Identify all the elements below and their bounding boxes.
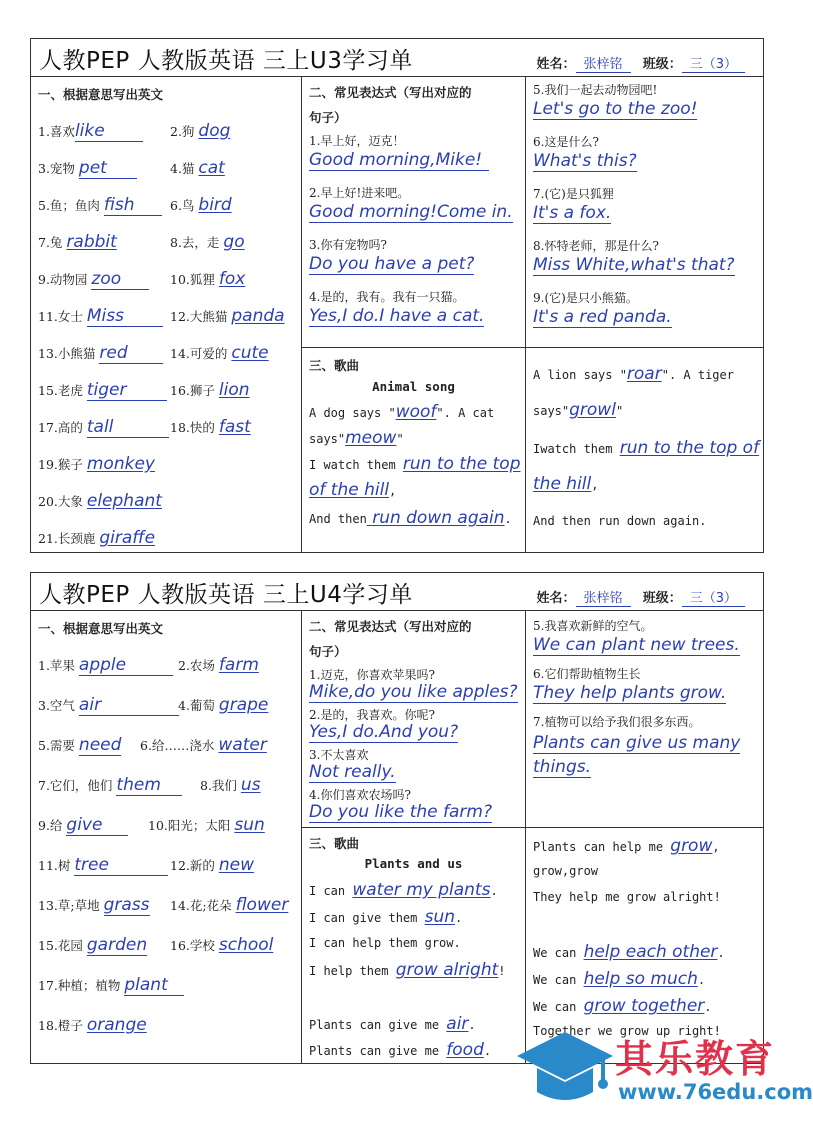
vocab-item: 11.树 tree bbox=[38, 855, 170, 876]
section-heading: 三、歌曲 bbox=[309, 358, 360, 373]
expression-prompt: 5.我喜欢新鲜的空气。 bbox=[533, 619, 653, 633]
expression-prompt: 4.是的，我有。我有一只猫。 bbox=[309, 290, 465, 304]
song-line: Plants can help me grow, bbox=[533, 836, 720, 856]
expression-answer: It's a fox. bbox=[533, 203, 612, 223]
vocab-item: 9.动物园 zoo bbox=[38, 269, 170, 290]
song-line: grow,grow bbox=[533, 864, 599, 878]
song-line: We can grow together. bbox=[533, 996, 712, 1016]
vocab-item: 9.给 give bbox=[38, 815, 148, 836]
song-line: the hill, bbox=[533, 474, 599, 494]
song-section-cont bbox=[526, 347, 763, 552]
song-line: says"meow" bbox=[309, 428, 404, 448]
vocab-item: 10.狐狸 fox bbox=[170, 269, 246, 289]
expression-answer: What's this? bbox=[533, 151, 637, 171]
vocab-row bbox=[38, 935, 297, 956]
vocab-row bbox=[38, 195, 297, 216]
vocab-item: 18.快的 fast bbox=[170, 417, 251, 437]
song-line: We can help each other. bbox=[533, 942, 725, 962]
expression-answer: It's a red panda. bbox=[533, 307, 672, 327]
expression-answer: Good morning!Come in. bbox=[309, 202, 513, 222]
expression-answer: Good morning,Mike! bbox=[309, 150, 521, 171]
vocab-item: 6.给……浇水 water bbox=[140, 735, 267, 755]
logo-text: 其乐教育 bbox=[615, 1037, 776, 1081]
song-line: I help them grow alright! bbox=[309, 960, 506, 980]
song-section bbox=[302, 827, 525, 1063]
song-line: I can water my plants. bbox=[309, 880, 498, 900]
vocab-item: 18.橙子 orange bbox=[38, 1015, 147, 1035]
expression-answer: Mike,do you like apples? bbox=[309, 682, 518, 702]
vocab-row bbox=[38, 158, 297, 179]
vocab-row bbox=[38, 417, 297, 438]
vocab-item: 19.猴子 monkey bbox=[38, 454, 155, 474]
graduation-cap-icon bbox=[515, 1018, 615, 1108]
song-line: Together we grow up right! bbox=[533, 1024, 721, 1038]
vocab-item: 21.长颈鹿 giraffe bbox=[38, 528, 156, 548]
vocab-row bbox=[38, 775, 297, 796]
worksheet-title: 人教PEP 人教版英语 三上U4学习单 bbox=[39, 582, 413, 608]
vocab-item: 16.学校 school bbox=[170, 935, 274, 955]
vocab-item: 10.阳光；太阳 sun bbox=[148, 815, 265, 835]
section-heading: 二、常见表达式（写出对应的 bbox=[309, 85, 472, 100]
section-heading-cont: 句子） bbox=[309, 644, 347, 659]
vocab-item: 12.新的 new bbox=[170, 855, 255, 875]
expressions-section bbox=[302, 77, 526, 552]
expression-answer-cont: things. bbox=[533, 757, 591, 777]
expression-answer: Let's go to the zoo! bbox=[533, 99, 698, 119]
vocab-item: 8.我们 us bbox=[200, 775, 261, 795]
song-line: of the hill, bbox=[309, 480, 397, 500]
song-title: Animal song bbox=[372, 379, 455, 394]
expressions-section-cont bbox=[526, 611, 763, 1063]
class-value: 三（3） bbox=[682, 587, 745, 607]
expression-prompt: 8.怀特老师，那是什么? bbox=[533, 239, 659, 253]
expression-answer: They help plants grow. bbox=[533, 683, 727, 703]
expression-prompt: 1.迈克，你喜欢苹果吗? bbox=[309, 668, 435, 682]
expression-prompt: 6.它们帮助植物生长 bbox=[533, 667, 641, 681]
expression-prompt: 1.早上好，迈克！ bbox=[309, 134, 405, 148]
vocab-item: 1.喜欢like bbox=[38, 121, 170, 142]
vocab-item: 12.大熊猫 panda bbox=[170, 306, 285, 326]
vocab-item: 4.猫 cat bbox=[170, 158, 225, 178]
vocab-row bbox=[38, 269, 297, 290]
worksheet-header bbox=[31, 39, 763, 77]
vocab-row bbox=[38, 491, 297, 511]
expression-answer: Yes,I do.And you? bbox=[309, 722, 459, 742]
vocab-item: 1.苹果 apple bbox=[38, 655, 178, 676]
vocab-item: 5.需要 need bbox=[38, 735, 122, 755]
vocab-item: 16.狮子 lion bbox=[170, 380, 250, 400]
vocab-row bbox=[38, 121, 297, 142]
name-value: 张梓铭 bbox=[576, 587, 631, 607]
name-label: 姓名： bbox=[536, 591, 576, 606]
vocab-row bbox=[38, 895, 297, 916]
vocab-section bbox=[31, 611, 302, 1063]
vocab-item: 6.鸟 bird bbox=[170, 195, 232, 215]
logo-url: www.76edu.com bbox=[618, 1080, 813, 1104]
vocab-row bbox=[38, 232, 297, 252]
class-label: 班级： bbox=[642, 57, 682, 72]
section-heading-cont: 句子） bbox=[309, 110, 347, 125]
vocab-row bbox=[38, 975, 297, 996]
expression-prompt: 2.是的，我喜欢。你呢? bbox=[309, 708, 435, 722]
vocab-item: 15.老虎 tiger bbox=[38, 380, 170, 401]
section-heading: 三、歌曲 bbox=[309, 836, 360, 851]
expression-answer: Miss White,what's that? bbox=[533, 255, 735, 275]
vocab-item: 7.兔 rabbit bbox=[38, 232, 117, 252]
song-line: And then run down again. bbox=[533, 514, 707, 528]
brand-logo bbox=[515, 1018, 813, 1122]
expression-answer: Not really. bbox=[309, 762, 396, 782]
expression-prompt: 3.不太喜欢 bbox=[309, 748, 369, 762]
vocab-row bbox=[38, 306, 297, 327]
expression-prompt: 5.我们一起去动物园吧! bbox=[533, 83, 658, 97]
expression-prompt: 6.这是什么? bbox=[533, 135, 599, 149]
vocab-item: 14.可爱的 cute bbox=[170, 343, 269, 363]
student-meta bbox=[537, 53, 753, 73]
vocab-item: 11.女士 Miss bbox=[38, 306, 170, 327]
section-heading: 一、根据意思写出英文 bbox=[38, 621, 164, 636]
song-line: I watch them run to the top bbox=[309, 454, 521, 474]
vocab-item: 17.高的 tall bbox=[38, 417, 170, 438]
class-value: 三（3） bbox=[682, 53, 745, 73]
section-heading: 二、常见表达式（写出对应的 bbox=[309, 619, 472, 634]
vocab-row bbox=[38, 815, 297, 836]
vocab-row bbox=[38, 528, 297, 548]
name-value: 张梓铭 bbox=[576, 53, 631, 73]
expression-prompt: 7.植物可以给予我们很多东西。 bbox=[533, 715, 701, 729]
expression-answer: Do you like the farm? bbox=[309, 802, 492, 822]
song-line: They help me grow alright! bbox=[533, 890, 721, 904]
worksheet-header bbox=[31, 573, 763, 611]
vocab-item: 14.花;花朵 flower bbox=[170, 895, 289, 915]
vocab-item: 4.葡萄 grape bbox=[178, 695, 269, 715]
student-meta bbox=[537, 587, 753, 607]
expression-answer: Plants can give us many bbox=[533, 733, 741, 753]
vocab-item: 13.草;草地 grass bbox=[38, 895, 150, 915]
vocab-section bbox=[31, 77, 302, 552]
vocab-row bbox=[38, 655, 297, 676]
vocab-row bbox=[38, 855, 297, 876]
song-line: Plants can give me air. bbox=[309, 1014, 476, 1034]
vocab-item: 3.空气 air bbox=[38, 695, 178, 716]
expression-prompt: 2.早上好!进来吧。 bbox=[309, 186, 410, 200]
expression-answer: Yes,I do.I have a cat. bbox=[309, 306, 485, 326]
expression-prompt: 3.你有宠物吗? bbox=[309, 238, 387, 252]
expression-answer: Do you have a pet? bbox=[309, 254, 475, 274]
expression-prompt: 7.(它)是只狐狸 bbox=[533, 187, 614, 201]
vocab-item: 7.它们，他们 them bbox=[38, 775, 200, 796]
worksheet-u3 bbox=[30, 38, 764, 553]
vocab-row bbox=[38, 735, 297, 756]
vocab-item: 15.花园 garden bbox=[38, 935, 148, 955]
vocab-item: 3.宠物 pet bbox=[38, 158, 170, 179]
song-line: A lion says "roar". A tiger bbox=[533, 364, 734, 384]
song-title: Plants and us bbox=[364, 856, 463, 871]
section-heading: 一、根据意思写出英文 bbox=[38, 87, 164, 102]
expressions-section bbox=[302, 611, 526, 1063]
song-line: And then run down again. bbox=[309, 508, 512, 528]
worksheet-u4 bbox=[30, 572, 764, 1064]
vocab-item: 2.农场 farm bbox=[178, 655, 259, 675]
song-line: says"growl" bbox=[533, 400, 624, 420]
vocab-item: 13.小熊猫 red bbox=[38, 343, 170, 364]
vocab-item: 17.种植；植物 plant bbox=[38, 975, 184, 996]
vocab-row bbox=[38, 695, 297, 716]
vocab-row bbox=[38, 380, 297, 401]
vocab-item: 8.去，走 go bbox=[170, 232, 245, 252]
expressions-section-cont bbox=[526, 77, 763, 552]
name-label: 姓名： bbox=[536, 57, 576, 72]
song-section bbox=[302, 347, 525, 552]
vocab-item: 20.大象 elephant bbox=[38, 491, 162, 511]
song-line: We can help so much. bbox=[533, 969, 706, 989]
worksheet-title: 人教PEP 人教版英语 三上U3学习单 bbox=[39, 48, 413, 74]
class-label: 班级： bbox=[642, 591, 682, 606]
expression-prompt: 9.(它)是只小熊猫。 bbox=[533, 291, 638, 305]
vocab-row bbox=[38, 343, 297, 364]
song-line: I can give them sun. bbox=[309, 907, 463, 927]
vocab-row bbox=[38, 1015, 297, 1035]
vocab-row bbox=[38, 454, 297, 474]
expression-prompt: 4.你们喜欢农场吗? bbox=[309, 788, 411, 802]
song-line: Plants can give me food. bbox=[309, 1040, 492, 1060]
vocab-item: 2.狗 dog bbox=[170, 121, 231, 141]
song-line: I can help them grow. bbox=[309, 936, 461, 950]
vocab-item: 5.鱼；鱼肉 fish bbox=[38, 195, 170, 216]
expression-answer: We can plant new trees. bbox=[533, 635, 740, 655]
song-line: A dog says "woof". A cat bbox=[309, 402, 495, 422]
song-line: Iwatch them run to the top of bbox=[533, 438, 760, 458]
